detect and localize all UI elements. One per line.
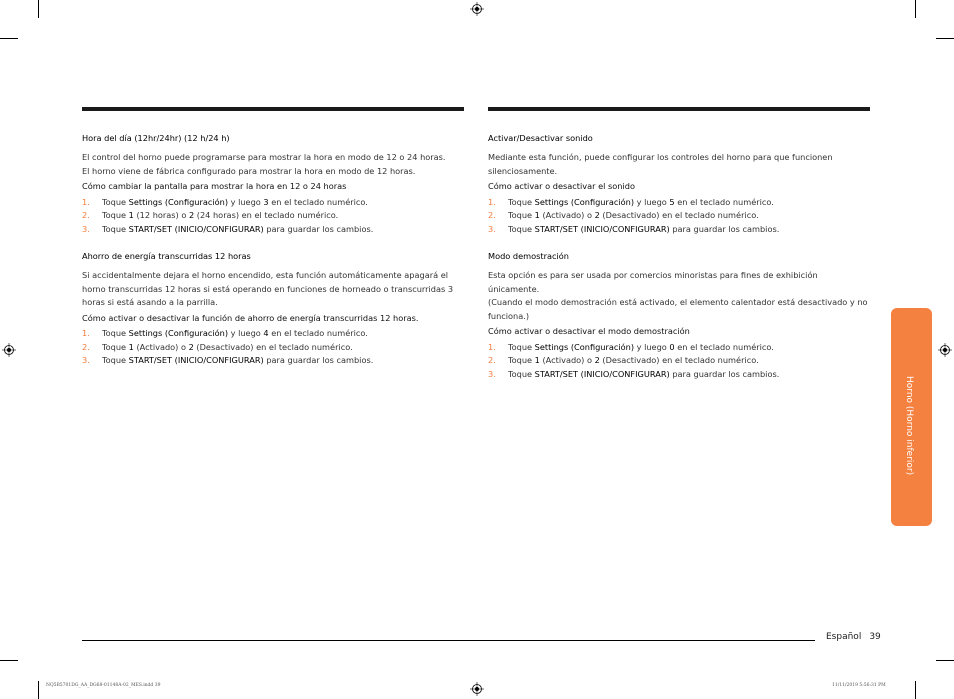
body-text: Esta opción es para ser usada por comercios minoristas para fines de exhibición únicamente. xyxy=(488,270,818,294)
list-item: 2. Toque 1 (Activado) o 2 (Desactivado) en el teclado numérico. xyxy=(488,210,759,220)
registration-mark-icon xyxy=(470,682,484,696)
body-text: (Cuando el modo demostración está activado, el elemento calentador está desactivado y no funciona.) xyxy=(488,297,868,321)
registration-mark-icon xyxy=(470,2,484,16)
crop-mark xyxy=(38,0,39,18)
list-item: 1. Toque Settings (Configuración) y luego 3 en el teclado numérico. xyxy=(82,196,368,207)
registration-mark-icon xyxy=(2,343,16,357)
steps-list xyxy=(82,327,464,368)
crop-mark xyxy=(936,38,954,39)
crop-mark xyxy=(915,0,916,18)
list-item: 3. Toque START/SET (INICIO/CONFIGURAR) para guardar los cambios. xyxy=(82,355,374,365)
left-column xyxy=(82,107,464,382)
page-footer xyxy=(826,632,881,642)
list-item: 2. Toque 1 (Activado) o 2 (Desactivado) en el teclado numérico. xyxy=(82,341,353,352)
section-title: Hora del día (12hr/24hr) (12 h/24 h) xyxy=(82,133,230,143)
crop-mark xyxy=(936,660,954,661)
section-title: Ahorro de energía transcurridas 12 horas xyxy=(82,251,251,261)
steps-list xyxy=(488,341,870,382)
right-column xyxy=(488,107,870,395)
crop-mark xyxy=(38,681,39,699)
procedure-lead: Cómo activar o desactivar el sonido xyxy=(488,181,635,191)
page-number: 39 xyxy=(869,632,881,642)
crop-mark xyxy=(0,38,18,39)
procedure-lead: Cómo activar o desactivar el modo demostración xyxy=(488,326,690,336)
section-title: Activar/Desactivar sonido xyxy=(488,133,593,143)
crop-mark xyxy=(915,681,916,699)
crop-mark xyxy=(0,660,18,661)
footer-rule xyxy=(82,640,815,641)
procedure-lead: Cómo activar o desactivar la función de ahorro de energía transcurridas 12 horas. xyxy=(82,312,419,323)
section-title: Modo demostración xyxy=(488,251,569,261)
body-text: Si accidentalmente dejara el horno encendido, esta función automáticamente apagará el horno transcurridas 12 horas si está operando en funciones de horneado o transcurridas 3 horas si está asando a la parrilla. xyxy=(82,270,454,307)
body-text: El control del horno puede programarse para mostrar la hora en modo de 12 o 24 horas. xyxy=(82,152,446,162)
body-text: El horno viene de fábrica configurado para mostrar la hora en modo de 12 horas. xyxy=(82,165,416,176)
list-item: 3. Toque START/SET (INICIO/CONFIGURAR) para guardar los cambios. xyxy=(82,223,374,234)
steps-list xyxy=(82,196,464,237)
list-item: 2. Toque 1 (12 horas) o 2 (24 horas) en el teclado numérico. xyxy=(82,210,339,220)
section-rule xyxy=(488,107,870,111)
print-slug-file: NQ5B5701DG_AA_DG68-01148A-02_MES.indd 39 xyxy=(46,683,161,688)
list-item: 1. Toque Settings (Configuración) y luego 5 en el teclado numérico. xyxy=(488,196,774,207)
list-item: 3. Toque START/SET (INICIO/CONFIGURAR) para guardar los cambios. xyxy=(488,368,780,379)
list-item: 3. Toque START/SET (INICIO/CONFIGURAR) para guardar los cambios. xyxy=(488,223,780,234)
side-tab-label: Horno (Horno inferior) xyxy=(904,376,914,476)
registration-mark-icon xyxy=(938,343,952,357)
list-item: 1. Toque Settings (Configuración) y luego 4 en el teclado numérico. xyxy=(82,328,368,338)
list-item: 1. Toque Settings (Configuración) y luego 0 en el teclado numérico. xyxy=(488,341,774,352)
print-slug-date: 11/11/2019 5:56:31 PM xyxy=(832,683,886,688)
section-side-tab xyxy=(891,308,932,526)
footer-language: Español xyxy=(826,632,862,642)
list-item: 2. Toque 1 (Activado) o 2 (Desactivado) en el teclado numérico. xyxy=(488,355,759,365)
body-text: Mediante esta función, puede configurar los controles del horno para que funcionen silenciosamente. xyxy=(488,152,833,176)
steps-list xyxy=(488,196,870,237)
section-rule xyxy=(82,107,464,111)
procedure-lead: Cómo cambiar la pantalla para mostrar la hora en 12 o 24 horas xyxy=(82,181,347,191)
